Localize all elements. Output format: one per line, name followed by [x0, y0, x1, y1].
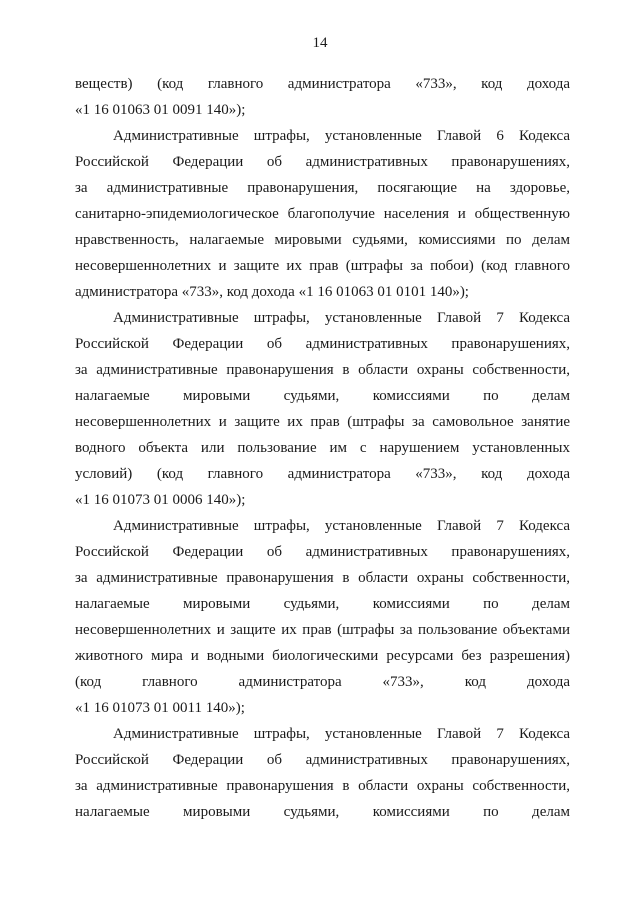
text-line: Российской Федерации об административных правонарушениях, [75, 336, 570, 352]
text-line: несовершеннолетних и защите их прав (штрафы за побои) (код главного [75, 258, 570, 274]
text-line: нравственность, налагаемые мировыми судьями, комиссиями по делам [75, 232, 570, 248]
text-line: условий) (код главного администратора «733», код дохода [75, 466, 570, 482]
paragraph [75, 513, 570, 721]
text-line: за административные правонарушения в области охраны собственности, [75, 778, 570, 794]
paragraph [75, 305, 570, 513]
text-line: «1 16 01073 01 0011 140»); [75, 700, 245, 716]
text-line: (код главного администратора «733», код дохода [75, 674, 570, 690]
text-line: водного объекта или пользование им с нарушением установленных [75, 440, 570, 456]
paragraph [75, 123, 570, 305]
text-line: животного мира и водными биологическими ресурсами без разрешения) [75, 648, 570, 664]
text-line: Административные штрафы, установленные Главой 7 Кодекса [113, 726, 570, 742]
text-line: Административные штрафы, установленные Главой 7 Кодекса [113, 310, 570, 326]
text-line: «1 16 01073 01 0006 140»); [75, 492, 246, 508]
text-line: Российской Федерации об административных правонарушениях, [75, 544, 570, 560]
page-number: 14 [312, 35, 328, 51]
text-line: санитарно-эпидемиологическое благополучие населения и общественную [75, 206, 570, 222]
text-line: администратора «733», код дохода «1 16 01063 01 0101 140»); [75, 284, 469, 300]
text-line: веществ) (код главного администратора «733», код дохода [75, 76, 570, 92]
text-line: за административные правонарушения в области охраны собственности, [75, 570, 570, 586]
text-line: налагаемые мировыми судьями, комиссиями по делам [75, 804, 570, 820]
text-line: «1 16 01063 01 0091 140»); [75, 102, 246, 118]
text-line: налагаемые мировыми судьями, комиссиями по делам [75, 596, 570, 612]
text-line: Административные штрафы, установленные Главой 6 Кодекса [113, 128, 570, 144]
text-line: Российской Федерации об административных правонарушениях, [75, 752, 570, 768]
paragraph [75, 71, 570, 123]
document-body [75, 71, 570, 825]
text-line: налагаемые мировыми судьями, комиссиями по делам [75, 388, 570, 404]
text-line: Административные штрафы, установленные Главой 7 Кодекса [113, 518, 570, 534]
text-line: несовершеннолетних и защите их прав (штрафы за самовольное занятие [75, 414, 570, 430]
text-line: несовершеннолетних и защите их прав (штрафы за пользование объектами [75, 622, 570, 638]
paragraph [75, 721, 570, 825]
text-line: Российской Федерации об административных правонарушениях, [75, 154, 570, 170]
text-line: за административные правонарушения в области охраны собственности, [75, 362, 570, 378]
text-line: за административные правонарушения, посягающие на здоровье, [75, 180, 570, 196]
